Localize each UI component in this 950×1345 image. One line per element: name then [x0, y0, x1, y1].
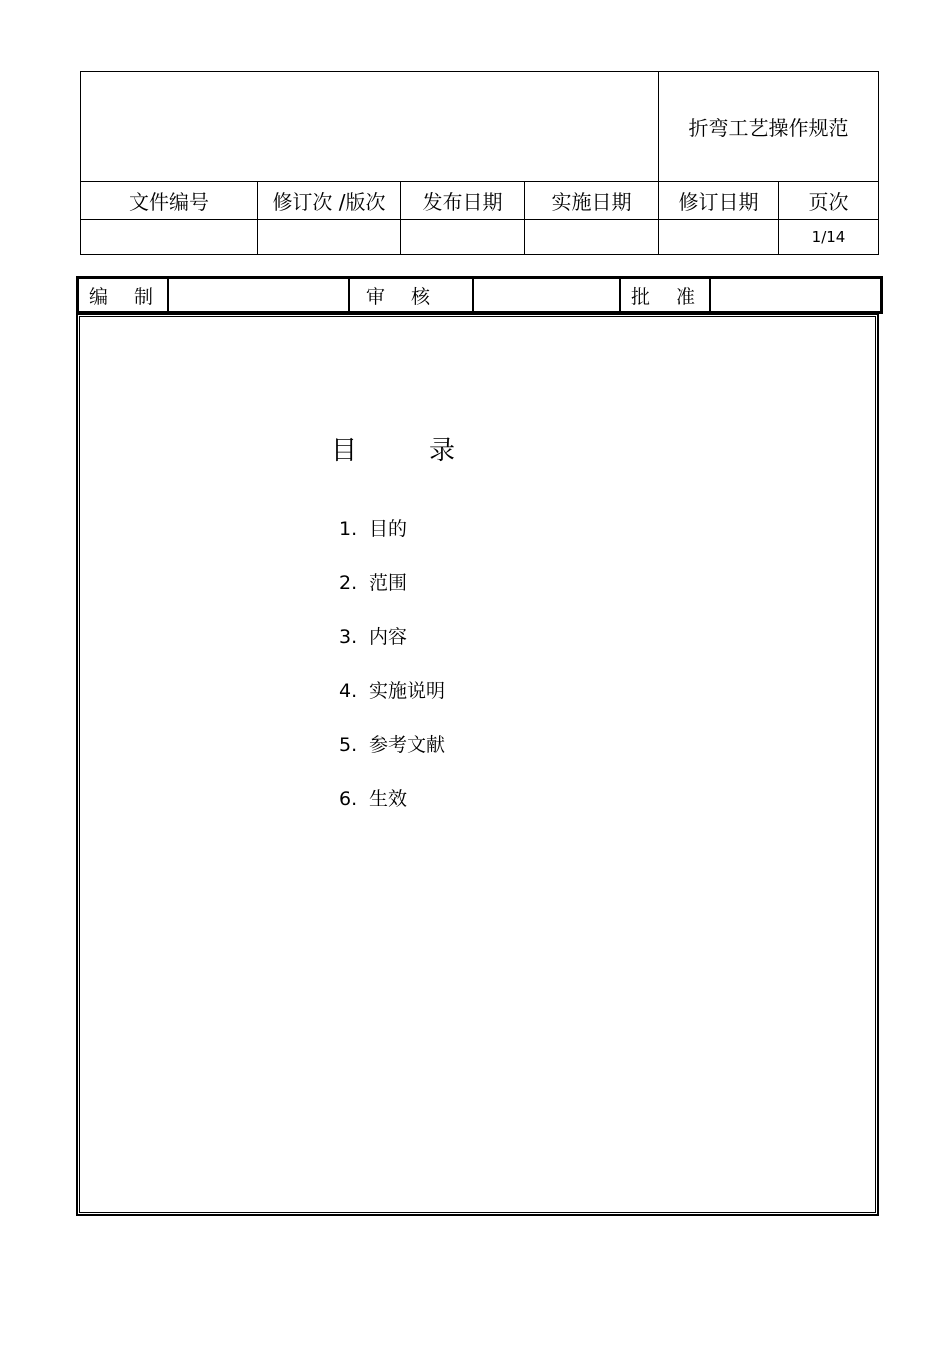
issue-date-label: 发布日期	[401, 182, 525, 220]
prepared-label-char-2: 制	[134, 285, 154, 308]
revision-value	[258, 220, 401, 255]
doc-number-value	[81, 220, 258, 255]
approved-label-char-2: 准	[676, 285, 696, 308]
reviewed-by-field[interactable]	[473, 278, 620, 312]
toc-item-number: 5.	[339, 734, 358, 756]
toc-item[interactable]	[339, 623, 445, 677]
toc-item-number: 3.	[339, 626, 358, 648]
toc-title-char-2: 录	[429, 436, 456, 466]
approved-by-label	[620, 278, 710, 312]
prepared-label-char-1: 编	[89, 285, 109, 308]
toc-item-number: 2.	[339, 572, 358, 594]
revision-date-label: 修订日期	[659, 182, 779, 220]
toc-item-label: 生效	[369, 788, 408, 810]
issue-date-value	[401, 220, 525, 255]
page-value: 1/14	[779, 220, 879, 255]
toc-item-number: 1.	[339, 518, 358, 540]
page-label: 页次	[779, 182, 879, 220]
revision-date-value	[659, 220, 779, 255]
revision-label: 修订次 /版次	[258, 182, 401, 220]
toc-list	[339, 515, 445, 839]
document-title: 折弯工艺操作规范	[659, 72, 879, 182]
document-header-table	[80, 71, 879, 255]
toc-item[interactable]	[339, 785, 445, 839]
toc-item[interactable]	[339, 569, 445, 623]
toc-item[interactable]	[339, 515, 445, 569]
toc-item-label: 范围	[369, 572, 408, 594]
reviewed-by-label	[349, 278, 473, 312]
toc-item-number: 6.	[339, 788, 358, 810]
toc-title-char-1: 目	[331, 436, 358, 466]
toc-title	[331, 430, 455, 467]
toc-item[interactable]	[339, 731, 445, 785]
content-frame	[76, 313, 879, 1216]
header-blank-area	[81, 72, 659, 182]
prepared-by-label	[78, 278, 168, 312]
approved-by-field[interactable]	[710, 278, 881, 312]
doc-number-label: 文件编号	[81, 182, 258, 220]
reviewed-label-char-2: 核	[411, 285, 431, 308]
effective-date-value	[525, 220, 659, 255]
reviewed-label-char-1: 审	[366, 285, 386, 308]
toc-item-label: 内容	[369, 626, 408, 648]
toc-item-label: 目的	[369, 518, 408, 540]
approved-label-char-1: 批	[631, 285, 651, 308]
toc-item-label: 实施说明	[369, 680, 446, 702]
signoff-table	[76, 276, 883, 314]
toc-item-number: 4.	[339, 680, 358, 702]
toc-item-label: 参考文献	[369, 734, 446, 756]
prepared-by-field[interactable]	[168, 278, 349, 312]
effective-date-label: 实施日期	[525, 182, 659, 220]
toc-item[interactable]	[339, 677, 445, 731]
